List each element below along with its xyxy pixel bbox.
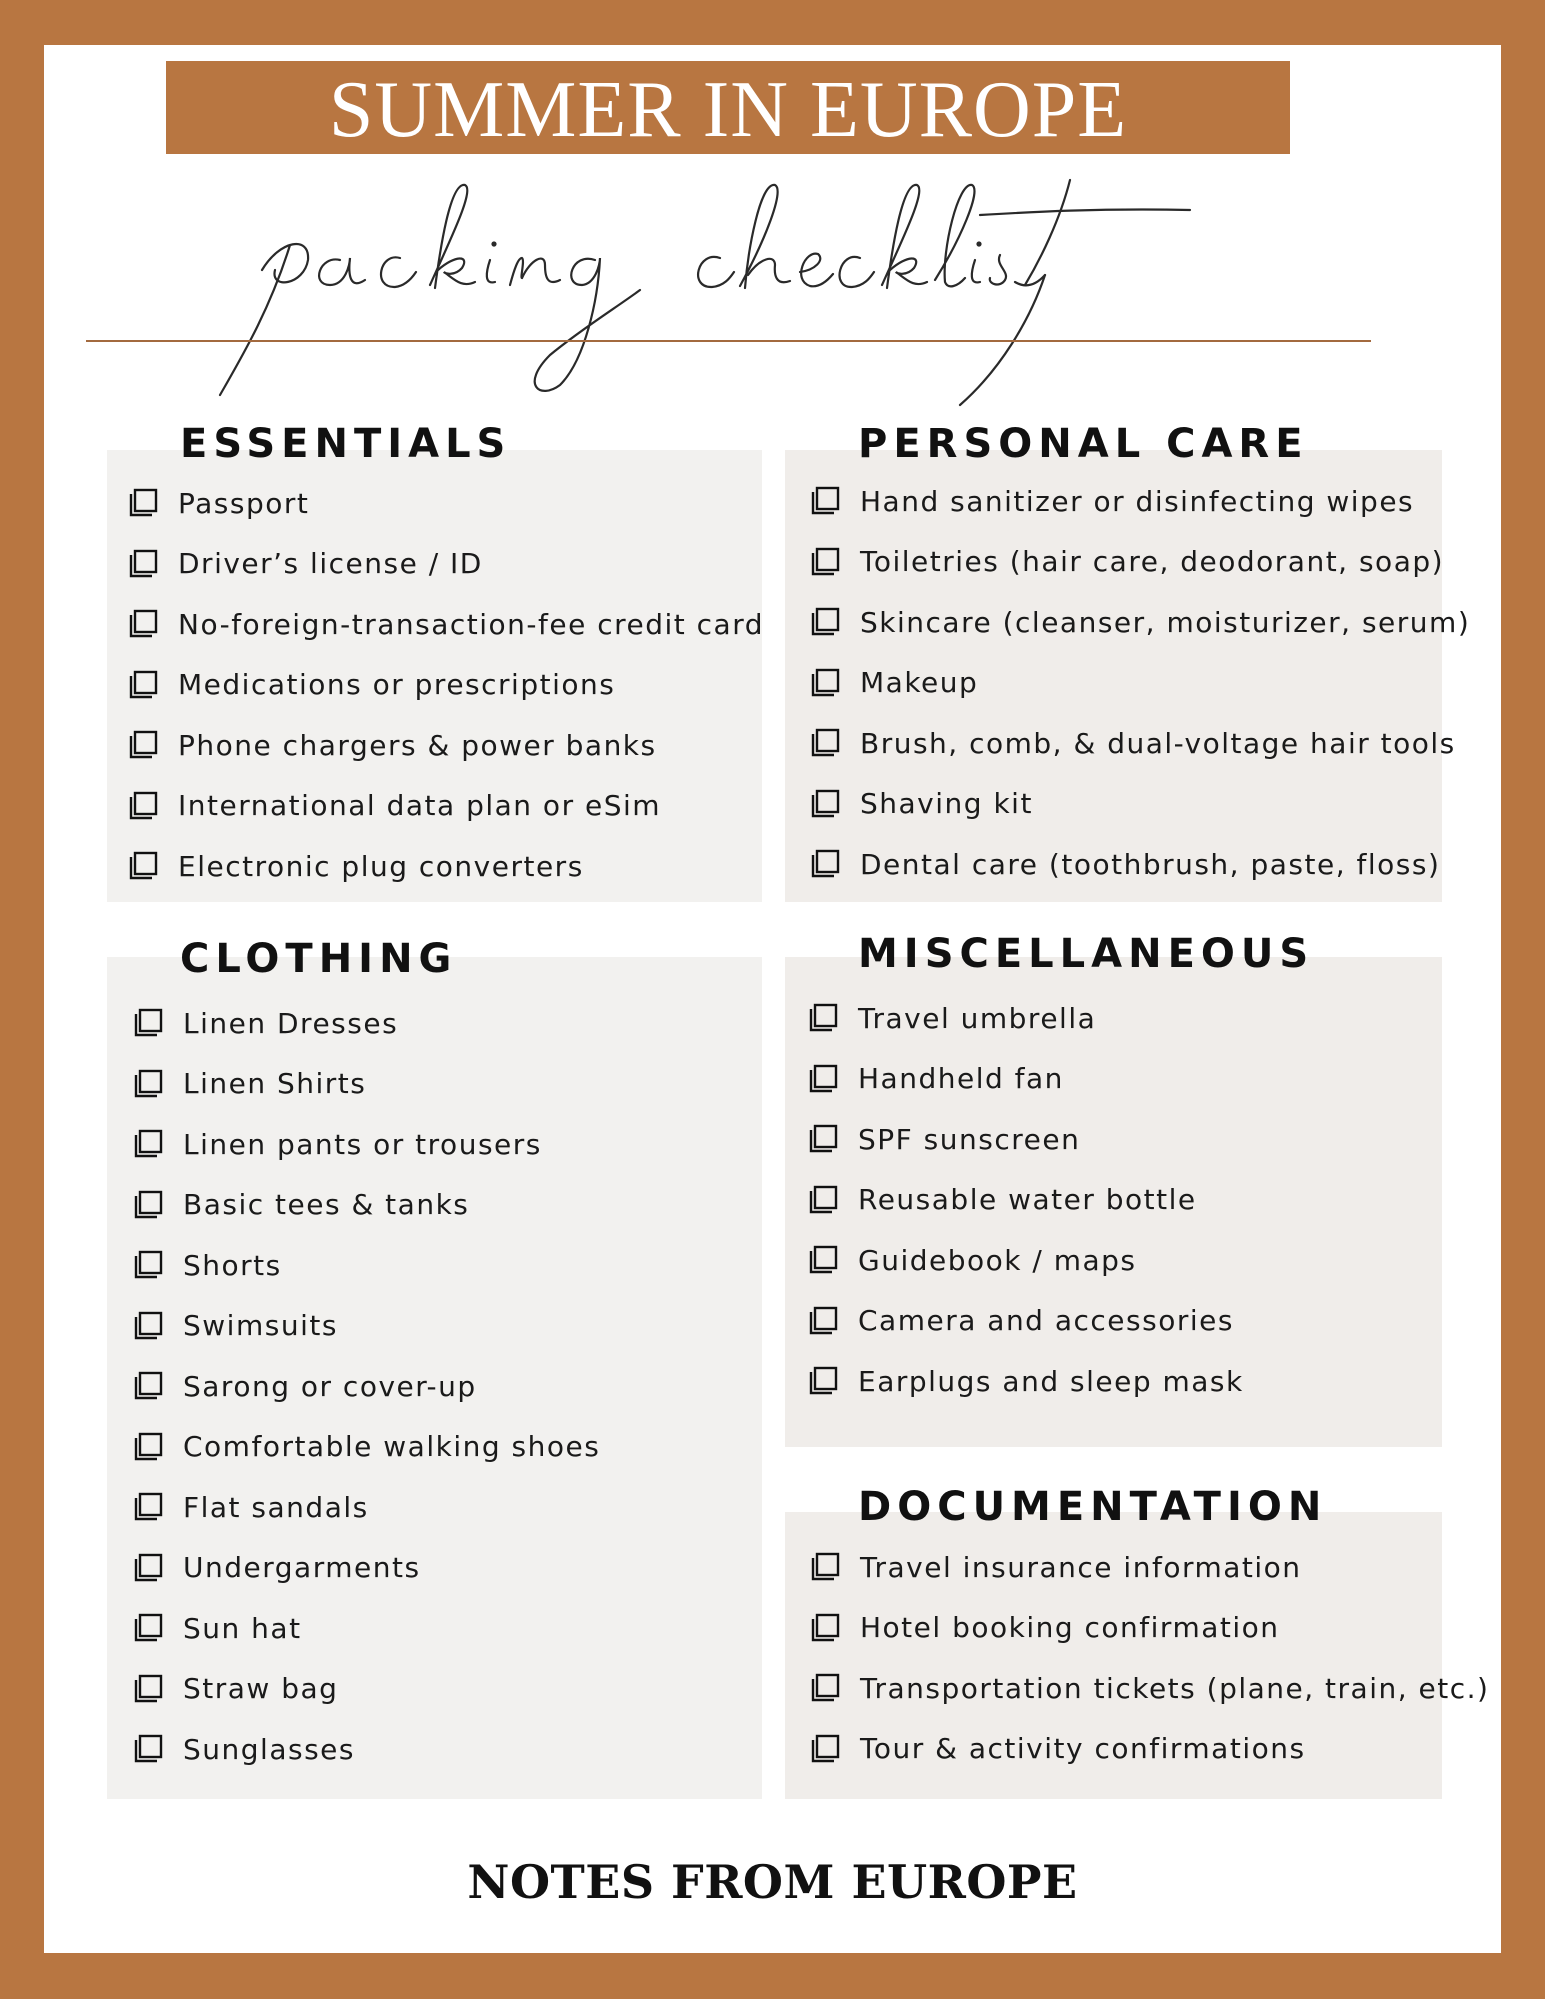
checkbox-icon[interactable] [133,1190,163,1220]
checklist-item[interactable] [133,1306,338,1346]
checklist-item[interactable] [808,1301,1234,1341]
checklist-item[interactable] [128,786,661,826]
section-title-documentation: DOCUMENTATION [858,1484,1328,1530]
checklist-item-label: Hotel booking confirmation [860,1611,1280,1644]
checklist-item[interactable] [808,1119,1080,1159]
checklist-item[interactable] [133,1064,366,1104]
checklist-item[interactable] [810,602,1470,642]
checklist-item-label: Sarong or cover-up [183,1369,477,1403]
checklist-item[interactable] [128,846,584,886]
checklist-item-label: Makeup [860,666,979,699]
checklist-item[interactable] [810,723,1456,763]
checklist-item[interactable] [810,1608,1280,1648]
section-title-miscellaneous: MISCELLANEOUS [858,931,1315,977]
section-title-clothing: CLOTHING [180,936,458,982]
checklist-item-label: Basic tees & tanks [183,1188,470,1221]
page-title: SUMMER IN EUROPE [328,65,1128,154]
checkbox-icon[interactable] [810,1734,840,1764]
checklist-item[interactable] [810,784,1033,824]
checklist-item-label: Medications or prescriptions [178,668,616,701]
checkbox-icon[interactable] [808,1306,838,1336]
checkbox-icon[interactable] [133,1311,163,1341]
checklist-item-label: Sun hat [183,1611,302,1645]
checkbox-icon[interactable] [133,1613,163,1643]
checkbox-icon[interactable] [128,851,158,881]
checkbox-icon[interactable] [133,1129,163,1159]
checklist-item[interactable] [810,1729,1306,1769]
checklist-item-label: Passport [178,486,310,520]
checkbox-icon[interactable] [810,849,840,879]
checkbox-icon[interactable] [128,670,158,700]
checkbox-icon[interactable] [133,1674,163,1704]
checklist-item[interactable] [133,1427,600,1467]
checkbox-icon[interactable] [133,1734,163,1764]
checklist-item[interactable] [810,1547,1302,1587]
checklist-item[interactable] [133,1245,282,1285]
checklist-item-label: Earplugs and sleep mask [858,1364,1244,1398]
checklist-item[interactable] [128,483,309,523]
checkbox-icon[interactable] [810,1673,840,1703]
checklist-item-label: Flat sandals [183,1490,369,1524]
checkbox-icon[interactable] [133,1069,163,1099]
packing-checklist-script-title [200,160,1280,410]
checklist-item-label: Travel umbrella [858,1001,1097,1035]
section-title-personal-care: PERSONAL CARE [858,421,1309,467]
footer-brand: NOTES FROM EUROPE [467,1855,1078,1909]
checkbox-icon[interactable] [128,549,158,579]
checkbox-icon[interactable] [810,547,840,577]
checklist-item[interactable] [810,542,1444,582]
checkbox-icon[interactable] [810,668,840,698]
title-banner [166,61,1290,154]
checklist-item-label: SPF sunscreen [858,1122,1081,1156]
checklist-item-label: Handheld fan [858,1062,1064,1095]
checklist-item-label: Toiletries (hair care, deodorant, soap) [860,545,1445,578]
checklist-item-label: Electronic plug converters [178,849,584,883]
checkbox-icon[interactable] [133,1492,163,1522]
section-title-essentials: ESSENTIALS [180,421,512,467]
checklist-item-label: Skincare (cleanser, moisturizer, serum) [860,605,1471,639]
checklist-item[interactable] [133,1185,469,1225]
checklist-item-label: Linen pants or trousers [183,1127,542,1161]
checkbox-icon[interactable] [808,1185,838,1215]
checklist-item-label: Shorts [183,1248,282,1282]
checklist-item[interactable] [133,1487,369,1527]
checkbox-icon[interactable] [808,1003,838,1033]
checkbox-icon[interactable] [133,1008,163,1038]
checklist-item[interactable] [810,663,978,703]
checklist-item-label: Driver’s license / ID [178,547,483,580]
checklist-item-label: Undergarments [183,1551,421,1584]
checklist-item[interactable] [810,844,1440,884]
checklist-item-label: Hand sanitizer or disinfecting wipes [860,484,1415,518]
checklist-item-label: International data plan or eSim [178,789,662,822]
checkbox-icon[interactable] [133,1250,163,1280]
checkbox-icon[interactable] [810,607,840,637]
checkbox-icon[interactable] [808,1124,838,1154]
checklist-item[interactable] [128,544,483,584]
checklist-item-label: Guidebook / maps [858,1243,1137,1277]
checklist-item[interactable] [128,725,657,765]
checkbox-icon[interactable] [128,609,158,639]
checkbox-icon[interactable] [808,1366,838,1396]
checkbox-icon[interactable] [128,730,158,760]
title-divider [86,340,1371,342]
checklist-item-label: Reusable water bottle [858,1183,1197,1216]
checklist-item[interactable] [133,1608,302,1648]
checklist-item[interactable] [808,1361,1244,1401]
checklist-item[interactable] [808,1059,1064,1099]
checkbox-icon[interactable] [808,1064,838,1094]
checklist-item[interactable] [810,1668,1489,1708]
checklist-item[interactable] [133,1003,398,1043]
checklist-item-label: Straw bag [183,1672,339,1705]
checklist-item[interactable] [133,1366,477,1406]
checklist-item-label: Camera and accessories [858,1304,1234,1337]
checklist-item-label: No-foreign-transaction-fee credit card [178,607,764,641]
checkbox-icon[interactable] [810,728,840,758]
checklist-item-label: Brush, comb, & dual-voltage hair tools [860,726,1456,760]
checklist-item[interactable] [808,1180,1197,1220]
checklist-item-label: Dental care (toothbrush, paste, floss) [860,847,1441,881]
checkbox-icon[interactable] [128,488,158,518]
checkbox-icon[interactable] [133,1553,163,1583]
checklist-item[interactable] [808,1240,1137,1280]
checklist-item[interactable] [808,998,1096,1038]
checkbox-icon[interactable] [808,1245,838,1275]
checklist-item-label: Shaving kit [860,787,1033,820]
checklist-item-label: Comfortable walking shoes [183,1430,601,1463]
checkbox-icon[interactable] [133,1371,163,1401]
checklist-item[interactable] [133,1124,542,1164]
checklist-item-label: Phone chargers & power banks [178,728,657,762]
checklist-item[interactable] [128,665,615,705]
checkbox-icon[interactable] [133,1432,163,1462]
checklist-item[interactable] [810,481,1414,521]
checklist-item[interactable] [128,604,764,644]
checklist-item[interactable] [133,1669,338,1709]
checklist-item-label: Swimsuits [183,1309,338,1342]
checklist-item[interactable] [133,1729,355,1769]
checklist-item-label: Transportation tickets (plane, train, etc.) [860,1671,1490,1705]
checkbox-icon[interactable] [810,789,840,819]
checklist-item-label: Sunglasses [183,1732,355,1766]
checkbox-icon[interactable] [810,486,840,516]
checklist-item[interactable] [133,1548,421,1588]
checklist-item-label: Travel insurance information [860,1550,1302,1584]
checklist-item-label: Tour & activity confirmations [860,1732,1306,1765]
checkbox-icon[interactable] [810,1613,840,1643]
checklist-item-label: Linen Dresses [183,1006,399,1040]
checkbox-icon[interactable] [128,791,158,821]
checkbox-icon[interactable] [810,1552,840,1582]
checklist-item-label: Linen Shirts [183,1067,367,1100]
